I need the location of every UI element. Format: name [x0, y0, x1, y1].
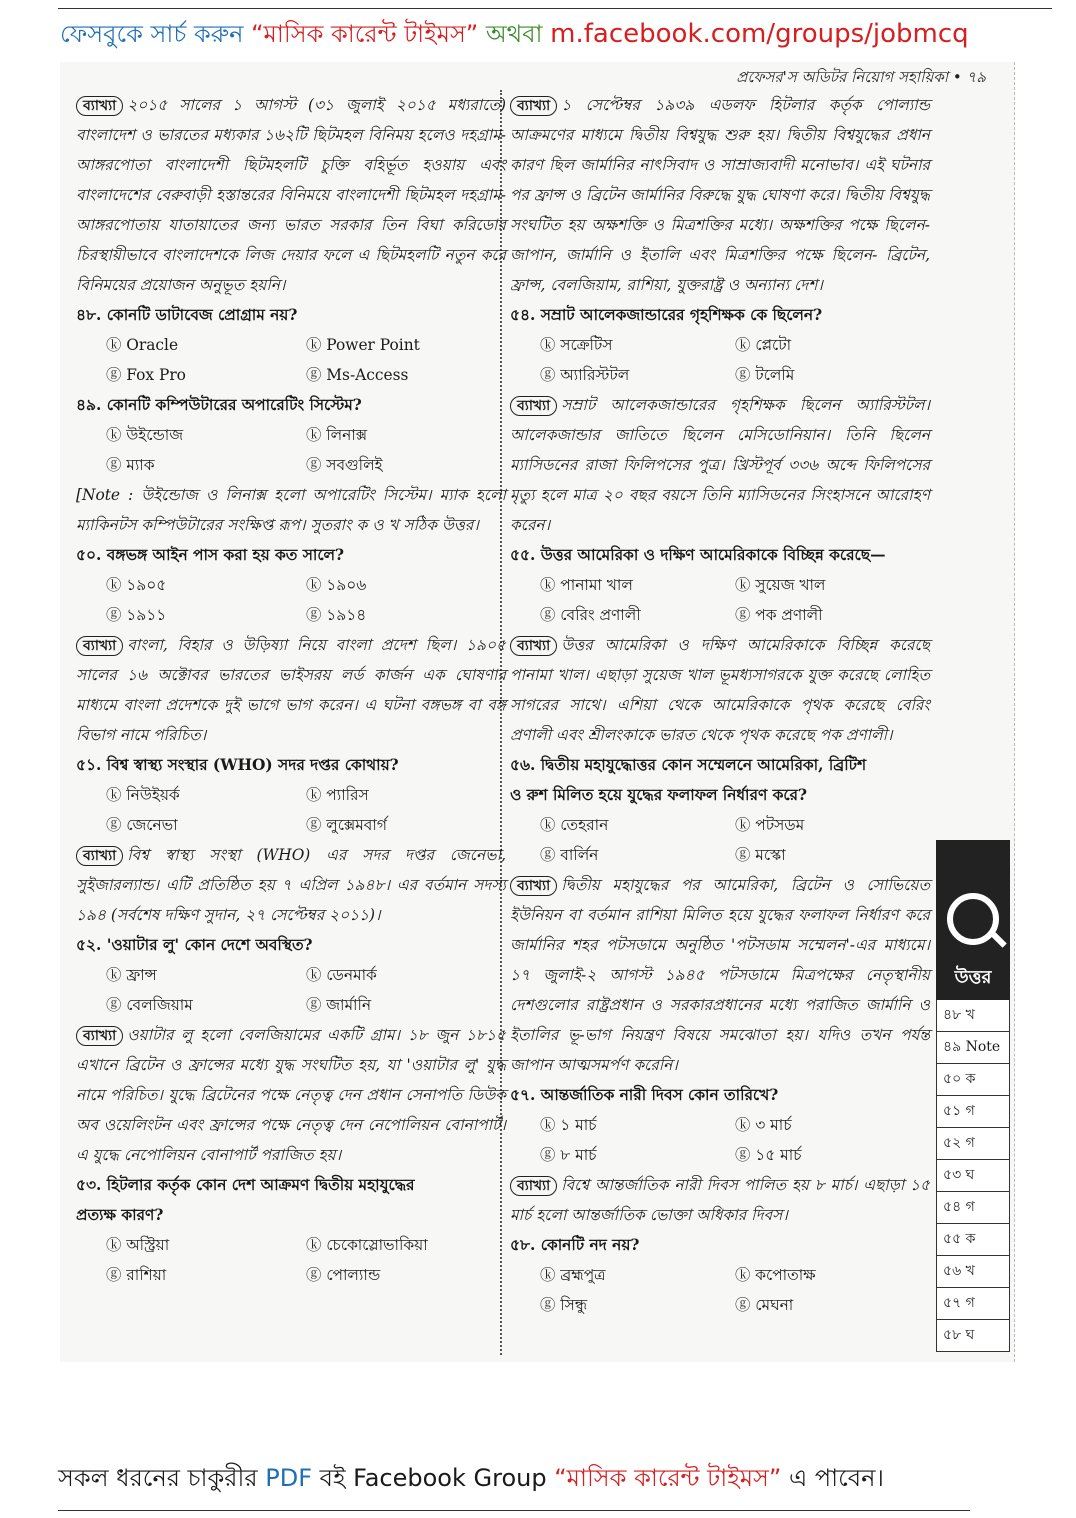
- answer-option: ⓖ অ্যারিস্টটল: [540, 366, 630, 384]
- right-column: [510, 90, 930, 1320]
- answer-option: ⓚ অস্ট্রিয়া: [106, 1236, 170, 1254]
- explanation-tag: ব্যাখ্যা: [510, 876, 557, 896]
- answer-key-row: ৫২ গ: [936, 1128, 1010, 1160]
- scanned-page: [60, 62, 1015, 1362]
- answer-option: ⓚ লিনাক্স: [306, 426, 368, 444]
- explanation-text: ১ সেপ্টেম্বর ১৯৩৯ এডলফ হিটলার কর্তৃক পোল্যান্ড আক্রমণের মাধ্যমে দ্বিতীয় বিশ্বযুদ্ধ শুরু হয়। দ্বিতীয় বিশ্বযুদ্ধের প্রধান কারণ ছিল জার্মানির নাৎসিবাদ ও সাম্রাজ্যবাদী মনোভাব। এই ঘটনার পর ফ্রান্স ও ব্রিটেন জার্মানির বিরুদ্ধে যুদ্ধ ঘোষণা করে। দ্বিতীয় বিশ্বযুদ্ধ সংঘটিত হয় অক্ষশক্তি ও মিত্রশক্তির মধ্যে। অক্ষশক্তির পক্ষে ছিলেন- জাপান, জার্মানি ও ইতালি এবং মিত্রশক্তির পক্ষে ছিলেন- ব্রিটেন, ফ্রান্স, বেলজিয়াম, রাশিয়া, যুক্তরাষ্ট্র ও অন্যান্য দেশ।: [510, 96, 930, 294]
- answer-option: ⓚ ৩ মার্চ: [735, 1116, 792, 1134]
- answer-option: ⓖ ১৫ মার্চ: [735, 1146, 802, 1164]
- explanation-paragraph: [510, 90, 930, 300]
- explanation-text: বিশ্বে আন্তর্জাতিক নারী দিবস পালিত হয় ৮ মার্চ। এছাড়া ১৫ মার্চ হলো আন্তর্জাতিক ভোক্তা অধিকার দিবস।: [510, 1176, 930, 1224]
- explanation-paragraph: [510, 390, 930, 540]
- answer-option: ⓚ Power Point: [306, 336, 420, 354]
- answer-option: ⓖ ৮ মার্চ: [540, 1146, 597, 1164]
- question-text: ৫১. বিশ্ব স্বাস্থ্য সংস্থার (WHO) সদর দপ্তর কোথায়?: [76, 756, 399, 774]
- answer-option: ⓖ মস্কো: [735, 846, 786, 864]
- footer-text-1: সকল ধরনের চাকুরীর: [58, 1464, 258, 1492]
- answer-key-row: ৫৭ গ: [936, 1288, 1010, 1320]
- question-text: ৫৪. সম্রাট আলেকজান্ডারের গৃহশিক্ষক কে ছিলেন?: [510, 306, 823, 324]
- answer-option: ⓖ সিন্ধু: [540, 1296, 588, 1314]
- explanation-text: বাংলা, বিহার ও উড়িষ্যা নিয়ে বাংলা প্রদেশ ছিল। ১৯০৫ সালের ১৬ অক্টোবর ভারতের ভাইসরয় লর্ড কার্জন এক ঘোষণার মাধ্যমে বাংলা প্রদেশকে দুই ভাগে ভাগ করেন। এ ঘটনা বঙ্গভঙ্গ বা বঙ্গ বিভাগ নামে পরিচিত।: [76, 636, 506, 744]
- question-text: প্রত্যক্ষ কারণ?: [76, 1206, 164, 1224]
- explanation-tag: ব্যাখ্যা: [76, 96, 123, 116]
- answer-option: ⓚ ১৯০৬: [306, 576, 367, 594]
- answer-key-label: উত্তর: [954, 967, 992, 988]
- explanation-paragraph: [76, 840, 506, 930]
- question-text: ৫৭. আন্তর্জাতিক নারী দিবস কোন তারিখে?: [510, 1086, 779, 1104]
- explanation-paragraph: [510, 1170, 930, 1230]
- answer-key-row: ৫০ ক: [936, 1064, 1010, 1096]
- option-list: [76, 570, 506, 630]
- answer-option: ⓖ পোল্যান্ড: [306, 1266, 381, 1284]
- question-text: ৫৮. কোনটি নদ নয়?: [510, 1236, 640, 1254]
- question-text: ৫২. 'ওয়াটার লু' কোন দেশে অবস্থিত?: [76, 936, 313, 954]
- top-rule: [58, 8, 1052, 9]
- option-list: [76, 960, 506, 1020]
- answer-option: ⓚ প্লেটো: [735, 336, 792, 354]
- running-head: প্রফেসর'স অডিটর নিয়োগ সহায়িকা • ৭৯: [736, 68, 986, 86]
- answer-key-row: ৪৯ Note: [936, 1032, 1010, 1064]
- answer-key-row: ৫১ গ: [936, 1096, 1010, 1128]
- answer-key-row: ৫৬ খ: [936, 1256, 1010, 1288]
- answer-option: ⓖ জেনেভা: [106, 816, 178, 834]
- answer-option: ⓚ তেহরান: [540, 816, 609, 834]
- banner-or-text: অথবা: [485, 20, 543, 48]
- answer-option: ⓖ সবগুলিই: [306, 456, 383, 474]
- answer-key-row: ৫৮ ঘ: [936, 1320, 1010, 1352]
- answer-option: ⓚ ব্রহ্মপুত্র: [540, 1266, 606, 1284]
- left-column: [76, 90, 506, 1290]
- answer-option: ⓚ ডেনমার্ক: [306, 966, 377, 984]
- banner-group-name: “মাসিক কারেন্ট টাইমস”: [251, 20, 479, 48]
- answer-option: ⓖ জার্মানি: [306, 996, 372, 1014]
- answer-option: ⓖ মেঘনা: [735, 1296, 794, 1314]
- answer-option: ⓖ Fox Pro: [106, 366, 186, 384]
- question-text: ৫০. বঙ্গভঙ্গ আইন পাস করা হয় কত সালে?: [76, 546, 344, 564]
- answer-key-list: [936, 1000, 1010, 1352]
- explanation-text: [Note : উইন্ডোজ ও লিনাক্স হলো অপারেটিং সিস্টেম। ম্যাক হলো ম্যাকিনটস কম্পিউটারের সংক্ষিপ্ত রূপ। সুতরাং ক ও খ সঠিক উত্তর।: [76, 486, 506, 534]
- explanation-text: উত্তর আমেরিকা ও দক্ষিণ আমেরিকাকে বিচ্ছিন্ন করেছে পানামা খাল। এছাড়া সুয়েজ খাল ভূমধ্যসাগরকে যুক্ত করেছে লোহিত সাগরের সাথে। এশিয়া থেকে আমেরিকাকে পৃথক করেছে বেরিং প্রণালী এবং শ্রীলংকাকে ভারত থেকে পৃথক করেছে পক প্রণালী।: [510, 636, 930, 744]
- explanation-tag: ব্যাখ্যা: [76, 1026, 123, 1046]
- option-list: [510, 570, 930, 630]
- footer-promo: [58, 1460, 1048, 1500]
- question-text: ৪৯. কোনটি কম্পিউটারের অপারেটিং সিস্টেম?: [76, 396, 362, 414]
- question-text: ৪৮. কোনটি ডাটাবেজ প্রোগ্রাম নয়?: [76, 306, 298, 324]
- explanation-text: সম্রাট আলেকজান্ডারের গৃহশিক্ষক ছিলেন অ্যারিস্টটল। আলেকজান্ডার জাতিতে ছিলেন মেসিডোনিয়ান। তিনি ছিলেন ম্যাসিডনের রাজা ফিলিপসের পুত্র। খ্রিস্টপূর্ব ৩৩৬ অব্দে ফিলিপসের মৃত্যু হলে মাত্র ২০ বছর বয়সে তিনি ম্যাসিডনের সিংহাসনে আরোহণ করেন।: [510, 396, 930, 534]
- answer-key-row: ৫৪ গ: [936, 1192, 1010, 1224]
- footer-text-3: এ পাবেন।: [788, 1464, 885, 1492]
- explanation-paragraph: [76, 480, 506, 540]
- answer-option: ⓚ সুয়েজ খাল: [735, 576, 826, 594]
- answer-option: ⓖ ম্যাক: [106, 456, 155, 474]
- explanation-text: ২০১৫ সালের ১ আগস্ট (৩১ জুলাই ২০১৫ মধ্যরাতে) বাংলাদেশ ও ভারতের মধ্যকার ১৬২টি ছিটমহল বিনিময় হলেও দহগ্রাম-আঙ্গরপোতা বাংলাদেশী ছিটমহলটি চুক্তি বহির্ভূত হওয়ায় এবং বাংলাদেশের বেরুবাড়ী হস্তান্তরের বিনিময়ে বাংলাদেশী ছিটমহল দহগ্রাম-আঙ্গরপোতায় যাতায়াতের জন্য ভারত সরকার তিন বিঘা করিডোর চিরস্থায়ীভাবে বাংলাদেশকে লিজ দেয়ার ফলে এ ছিটমহলটি নতুন করে বিনিময়ের প্রয়োজন অনুভূত হয়নি।: [76, 96, 506, 294]
- answer-option: ⓚ প্যারিস: [306, 786, 369, 804]
- option-list: [76, 330, 506, 390]
- answer-option: ⓚ ফ্রান্স: [106, 966, 157, 984]
- question-text: ৫৬. দ্বিতীয় মহাযুদ্ধোত্তর কোন সম্মেলনে আমেরিকা, ব্রিটিশ: [510, 756, 867, 774]
- answer-option: ⓚ পানামা খাল: [540, 576, 633, 594]
- option-list: [510, 330, 930, 390]
- footer-pdf: PDF: [265, 1464, 312, 1492]
- question-text: ও রুশ মিলিত হয়ে যুদ্ধের ফলাফল নির্ধারণ করে?: [510, 786, 808, 804]
- option-list: [510, 810, 930, 870]
- answer-option: ⓖ বেরিং প্রণালী: [540, 606, 641, 624]
- answer-key-row: ৫৩ ঘ: [936, 1160, 1010, 1192]
- answer-option: ⓖ রাশিয়া: [106, 1266, 167, 1284]
- banner-search-text: ফেসবুকে সার্চ করুন: [60, 20, 244, 48]
- explanation-paragraph: [76, 90, 506, 300]
- explanation-text: ওয়াটার লু হলো বেলজিয়ামের একটি গ্রাম। ১৮ জুন ১৮১৫ এখানে ব্রিটেন ও ফ্রান্সের মধ্যে যুদ্ধ সংঘটিত হয়, যা 'ওয়াটার লু' যুদ্ধ নামে পরিচিত। যুদ্ধে ব্রিটেনের পক্ষে নেতৃত্ব দেন প্রধান সেনাপতি ডিউক অব ওয়েলিংটন এবং ফ্রান্সের পক্ষে নেতৃত্ব দেন নেপোলিয়ন বোনাপার্ট। এ যুদ্ধে নেপোলিয়ন বোনাপার্ট পরাজিত হয়।: [76, 1026, 506, 1164]
- answer-option: ⓖ বেলজিয়াম: [106, 996, 193, 1014]
- answer-option: ⓖ ১৯১১: [106, 606, 167, 624]
- answer-key-panel: [936, 840, 1010, 1352]
- answer-key-icon: [936, 840, 1010, 1000]
- answer-option: ⓚ কপোতাক্ষ: [735, 1266, 816, 1284]
- banner-url-link[interactable]: m.facebook.com/groups/jobmcq: [550, 19, 969, 49]
- answer-option: ⓖ পক প্রণালী: [735, 606, 823, 624]
- answer-option: ⓚ উইন্ডোজ: [106, 426, 183, 444]
- explanation-tag: ব্যাখ্যা: [510, 1176, 557, 1196]
- answer-option: ⓚ ১৯০৫: [106, 576, 167, 594]
- answer-option: ⓚ সক্রেটিস: [540, 336, 613, 354]
- magnifier-icon: [947, 893, 999, 945]
- facebook-banner: [60, 14, 1050, 54]
- answer-key-row: ৪৮ খ: [936, 1000, 1010, 1032]
- option-list: [76, 780, 506, 840]
- question-text: ৫৫. উত্তর আমেরিকা ও দক্ষিণ আমেরিকাকে বিচ্ছিন্ন করেছে—: [510, 546, 886, 564]
- option-list: [76, 1230, 506, 1290]
- answer-key-row: ৫৫ ক: [936, 1224, 1010, 1256]
- explanation-text: বিশ্ব স্বাস্থ্য সংস্থা (WHO) এর সদর দপ্তর জেনেভা, সুইজারল্যান্ড। এটি প্রতিষ্ঠিত হয় ৭ এপ্রিল ১৯৪৮। এর বর্তমান সদস্য ১৯৪ (সর্বশেষ দক্ষিণ সুদান, ২৭ সেপ্টেম্বর ২০১১)।: [76, 846, 506, 924]
- explanation-tag: ব্যাখ্যা: [510, 636, 557, 656]
- footer-text-2: বই Facebook Group: [319, 1464, 547, 1492]
- bottom-rule: [58, 1510, 970, 1511]
- answer-option: ⓚ নিউইয়র্ক: [106, 786, 180, 804]
- option-list: [510, 1260, 930, 1320]
- answer-option: ⓚ ১ মার্চ: [540, 1116, 597, 1134]
- answer-option: ⓖ ১৯১৪: [306, 606, 367, 624]
- footer-group-name: “মাসিক কারেন্ট টাইমস”: [554, 1464, 782, 1492]
- explanation-paragraph: [76, 1020, 506, 1170]
- explanation-tag: ব্যাখ্যা: [510, 396, 557, 416]
- answer-option: ⓖ বার্লিন: [540, 846, 599, 864]
- answer-option: ⓖ Ms-Access: [306, 366, 409, 384]
- explanation-tag: ব্যাখ্যা: [76, 636, 123, 656]
- answer-option: ⓚ পটসডম: [735, 816, 805, 834]
- answer-option: ⓖ টলেমি: [735, 366, 795, 384]
- explanation-text: দ্বিতীয় মহাযুদ্ধের পর আমেরিকা, ব্রিটেন ও সোভিয়েত ইউনিয়ন বা বর্তমান রাশিয়া মিলিত হয়ে যুদ্ধের ফলাফল নির্ধারণ করে জার্মানির শহর পটসডামে অনুষ্ঠিত 'পটসডাম সম্মেলন'-এর মাধ্যমে। ১৭ জুলাই-২ আগস্ট ১৯৪৫ পটসডামে মিত্রপক্ষের নেতৃস্থানীয় দেশগুলোর রাষ্ট্রপ্রধান ও সরকারপ্রধানের মধ্যে পরাজিত জার্মানি ও ইতালির ভূ-ভাগ নিয়ন্ত্রণ বিষয়ে সমঝোতা হয়। যদিও তখন পর্যন্ত জাপান আত্মসমর্পণ করেনি।: [510, 876, 930, 1074]
- explanation-paragraph: [76, 630, 506, 750]
- answer-option: ⓚ চেকোস্লোভাকিয়া: [306, 1236, 428, 1254]
- answer-option: ⓚ Oracle: [106, 336, 179, 354]
- question-text: ৫৩. হিটলার কর্তৃক কোন দেশ আক্রমণ দ্বিতীয় মহাযুদ্ধের: [76, 1176, 415, 1194]
- answer-option: ⓖ লুক্সেমবার্গ: [306, 816, 387, 834]
- option-list: [76, 420, 506, 480]
- explanation-paragraph: [510, 870, 930, 1080]
- explanation-tag: ব্যাখ্যা: [76, 846, 123, 866]
- explanation-paragraph: [510, 630, 930, 750]
- option-list: [510, 1110, 930, 1170]
- explanation-tag: ব্যাখ্যা: [510, 96, 557, 116]
